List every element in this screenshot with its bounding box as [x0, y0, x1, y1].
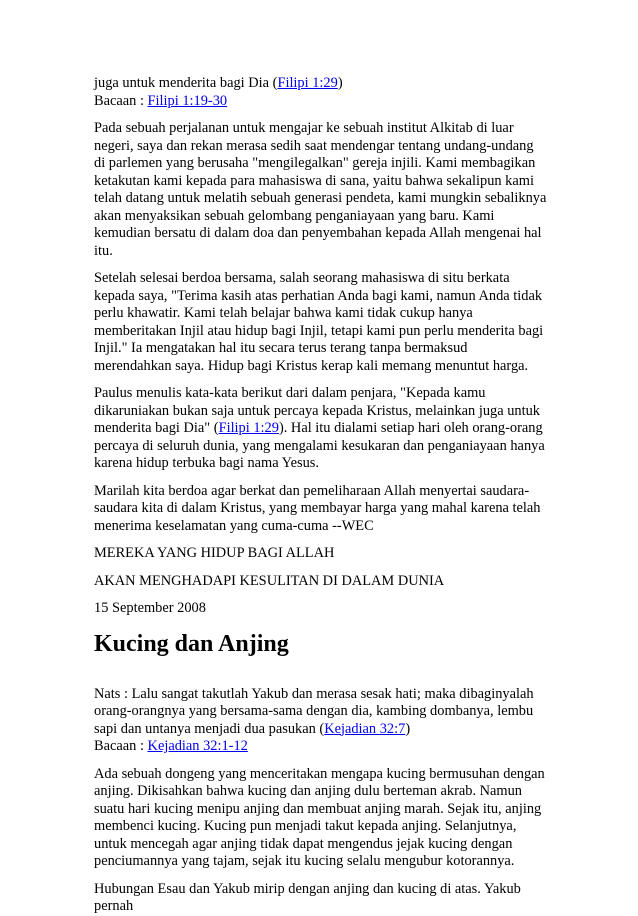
reading-line: Bacaan : Filipi 1:19-30: [94, 92, 228, 109]
paragraph-1: Pada sebuah perjalanan untuk mengajar ke sebuah institut Alkitab di luar negeri, saya dan rekan merasa sedih saat mendengar tentang undang-undang di parlemen yang berusaha "mengilegalkan" gereja injili. Kami membagikan ketakutan kami kepada para mahasiswa di sana, yaitu bahwa sekalipun kami telah datang untuk melatih sebuah generasi pendeta, kami mungkin sebaliknya akan menyaksikan sebuah gelombang penganiayaan yang baru. Kami kemudian bersatu di dalam doa dan penyembahan kepada Allah mengenai hal itu.: [94, 120, 547, 259]
paragraph-3: Paulus menulis kata-kata berikut dari dalam penjara, "Kepada kamu dikaruniakan bukan saja untuk percaya kepada Kristus, melainkan juga untuk menderita bagi Dia" (Filipi 1:29). Hal itu dialami setiap hari oleh orang-orang percaya di seluruh dunia, yang mengalami kesukaran dan penganiayaan hanya karena hidup terbuka bagi nama Yesus.: [94, 385, 545, 471]
nats-line: Nats : Lalu sangat takutlah Yakub dan merasa sesak hati; maka dibaginyalah orang-orangnya yang bersama-sama dengan dia, kambing dombanya, lembu sapi dan untanya menjadi dua pasukan (Kejadian 32:7): [94, 685, 534, 737]
nats-link-kejadian-32-7[interactable]: Kejadian 32:7: [324, 720, 406, 737]
closing-line-2: AKAN MENGHADAPI KESULITAN DI DALAM DUNIA: [94, 572, 445, 589]
paragraph-4: Marilah kita berdoa agar berkat dan pemeliharaan Allah menyertai saudara-saudara kita di dalam Kristus, yang membayar harga yang mahal karena telah menerima keselamatan yang cuma-cuma --WEC: [94, 482, 541, 534]
entry-title: Kucing dan Anjing: [94, 630, 289, 657]
reading-line-2: Bacaan : Kejadian 32:1-12: [94, 738, 248, 754]
paragraph-5: Ada sebuah dongeng yang menceritakan mengapa kucing bermusuhan dengan anjing. Dikisahkan bahwa kucing dan anjing dulu berteman akrab. Namun suatu hari kucing menipu anjing dan membuat anjing marah. Sejak itu, anjing membenci kucing. Kucing pun menjadi takut kepada anjing. Selanjutnya, untuk mencegah agar anjing tidak dapat mengendus jejak kucing dengan penciumannya yang tajam, sejak itu kucing selalu mengubur kotorannya.: [94, 765, 545, 869]
paragraph-6: Hubungan Esau dan Yakub mirip dengan anjing dan kucing di atas. Yakub pernah: [94, 880, 521, 914]
verse-line: juga untuk menderita bagi Dia (Filipi 1:29): [94, 75, 343, 91]
verse-link-filipi-1-29[interactable]: Filipi 1:29: [277, 75, 338, 91]
paragraph-link-filipi-1-29[interactable]: Filipi 1:29: [218, 420, 279, 436]
reading-link-kejadian-32-1-12[interactable]: Kejadian 32:1-12: [147, 738, 248, 754]
paragraph-2: Setelah selesai berdoa bersama, salah seorang mahasiswa di situ berkata kepada saya, "Terima kasih atas perhatian Anda bagi kami, namun Anda tidak perlu khawatir. Kami telah belajar bahwa kami tidak cukup hanya memberitakan Injil atau hidup bagi Injil, tetapi kami pun perlu menderita bagi Injil." Ia mengatakan hal itu secara terus terang tanpa bermaksud merendahkan saya. Hidup bagi Kristus kerap kali memang menuntut harga.: [94, 270, 544, 374]
entry-date: 15 September 2008: [94, 600, 206, 616]
closing-line-1: MEREKA YANG HIDUP BAGI ALLAH: [94, 545, 335, 561]
reading-link-filipi-1-19-30[interactable]: Filipi 1:19-30: [147, 92, 228, 109]
